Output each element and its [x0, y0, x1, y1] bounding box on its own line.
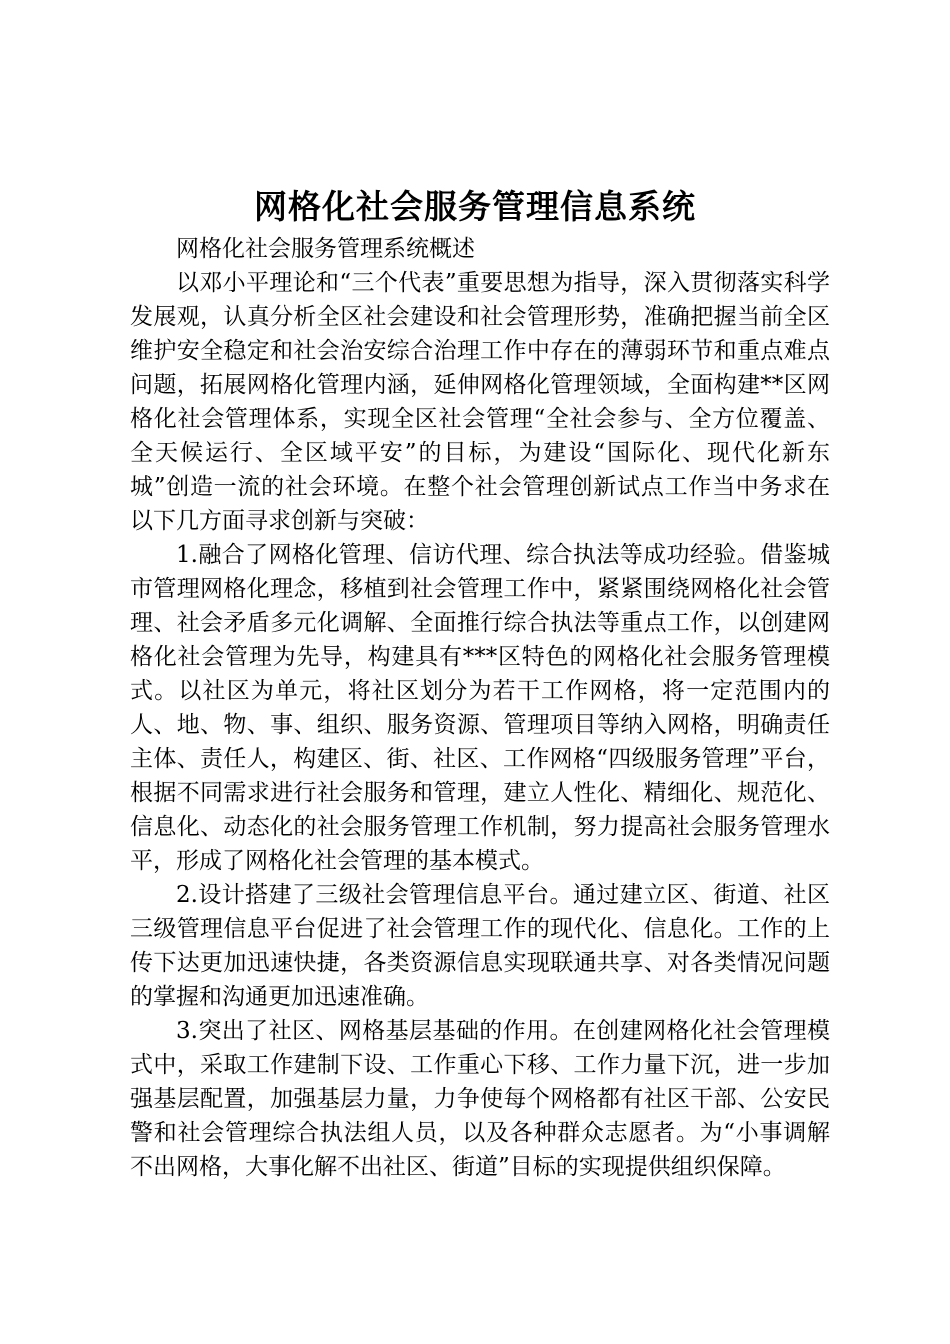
document-body	[130, 232, 830, 1184]
point-3-paragraph: 3.突出了社区、网格基层基础的作用。在创建网格化社会管理模式中，采取工作建制下设、工作重心下移、工作力量下沉，进一步加强基层配置，加强基层力量，力争使每个网格都有社区干部、公安民警和社会管理综合执法组人员，以及各种群众志愿者。为“小事调解不出网格，大事化解不出社区、街道”目标的实现提供组织保障。	[130, 1018, 830, 1180]
section-heading: 网格化社会服务管理系统概述	[176, 236, 475, 262]
document-title: 网格化社会服务管理信息系统	[254, 187, 696, 226]
intro-paragraph: 以邓小平理论和“三个代表”重要思想为指导，深入贯彻落实科学发展观，认真分析全区社会建设和社会管理形势，准确把握当前全区维护安全稳定和社会治安综合治理工作中存在的薄弱环节和重点难点问题，拓展网格化管理内涵，延伸网格化管理领域，全面构建**区网格化社会管理体系，实现全区社会管理“全社会参与、全方位覆盖、全天候运行、全区域平安”的目标，为建设“国际化、现代化新东城”创造一流的社会环境。在整个社会管理创新试点工作当中务求在以下几方面寻求创新与突破：	[130, 270, 830, 534]
point-2-paragraph: 2.设计搭建了三级社会管理信息平台。通过建立区、街道、社区三级管理信息平台促进了社会管理工作的现代化、信息化。工作的上传下达更加迅速快捷，各类资源信息实现联通共享、对各类情况问题的掌握和沟通更加迅速准确。	[130, 882, 830, 1010]
point-1-paragraph: 1.融合了网格化管理、信访代理、综合执法等成功经验。借鉴城市管理网格化理念，移植到社会管理工作中，紧紧围绕网格化社会管理、社会矛盾多元化调解、全面推行综合执法等重点工作，以创建网格化社会管理为先导，构建具有***区特色的网格化社会服务管理模式。以社区为单元，将社区划分为若干工作网格，将一定范围内的人、地、物、事、组织、服务资源、管理项目等纳入网格，明确责任主体、责任人，构建区、街、社区、工作网格“四级服务管理”平台，根据不同需求进行社会服务和管理，建立人性化、精细化、规范化、信息化、动态化的社会服务管理工作机制，努力提高社会服务管理水平，形成了网格化社会管理的基本模式。	[130, 542, 830, 874]
